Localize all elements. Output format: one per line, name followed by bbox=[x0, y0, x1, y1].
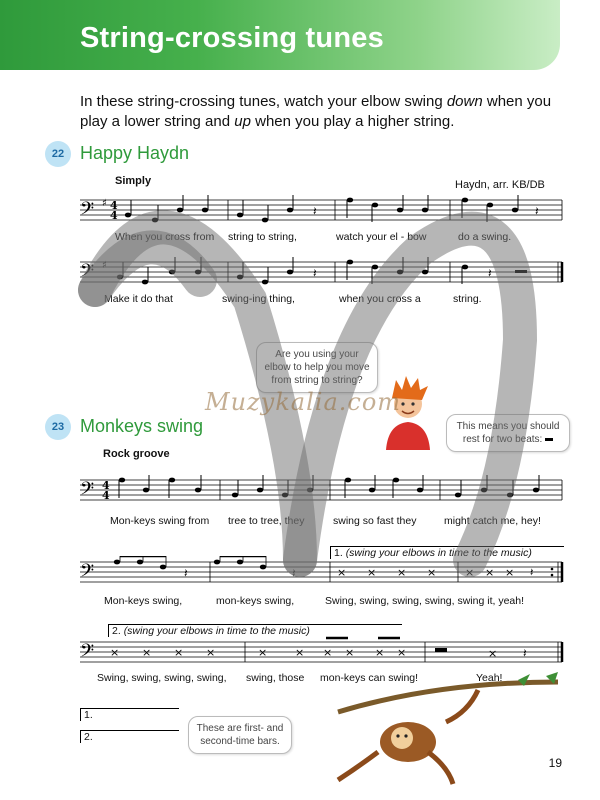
lyric-line: Swing, swing, swing, swing, swing it, yeah! bbox=[325, 595, 525, 607]
svg-text:×: × bbox=[427, 566, 437, 579]
music-staff bbox=[80, 252, 565, 292]
lyric-line: Make it do that bbox=[104, 293, 173, 305]
svg-text:4: 4 bbox=[110, 209, 118, 222]
header-banner bbox=[0, 0, 560, 70]
svg-text:4: 4 bbox=[102, 489, 110, 502]
svg-text:×: × bbox=[295, 646, 305, 659]
music-staff bbox=[80, 190, 565, 230]
song-number-badge: 22 bbox=[45, 141, 71, 167]
music-staff bbox=[80, 556, 565, 592]
svg-text:×: × bbox=[397, 566, 407, 579]
intro-text-3: when you play a higher string. bbox=[250, 113, 455, 130]
svg-text:𝄽: 𝄽 bbox=[292, 566, 296, 580]
rest-tip-text: This means you should rest for two beats: bbox=[456, 421, 560, 445]
lyric-line: swing-ing thing, bbox=[222, 293, 295, 305]
first-time-bar-example: 1. bbox=[80, 708, 179, 721]
svg-text:𝄢: 𝄢 bbox=[80, 561, 95, 586]
svg-text:×: × bbox=[375, 646, 385, 659]
intro-text-1: In these string-crossing tunes, watch your elbow swing bbox=[80, 93, 447, 110]
volta-instruction: (swing your elbows in time to the music) bbox=[345, 547, 532, 559]
lyric-line: do a swing. bbox=[458, 231, 512, 243]
watermark-text: Muzykalia.com bbox=[205, 388, 402, 416]
lyric-line: swing so fast they bbox=[333, 515, 417, 527]
volta-tip-bubble: These are first- and second-time bars. bbox=[188, 716, 292, 754]
svg-text:♯: ♯ bbox=[102, 260, 107, 271]
lyric-line: when you cross a bbox=[339, 293, 421, 305]
song-title: Happy Haydn bbox=[80, 143, 190, 163]
svg-text:×: × bbox=[505, 566, 515, 579]
svg-text:×: × bbox=[488, 647, 498, 660]
svg-text:𝄢: 𝄢 bbox=[80, 479, 95, 504]
intro-paragraph bbox=[80, 92, 570, 132]
svg-text:𝄢: 𝄢 bbox=[80, 641, 95, 666]
lyric-line: watch your el - bow bbox=[336, 231, 427, 243]
svg-text:×: × bbox=[337, 566, 347, 579]
page-number: 19 bbox=[548, 756, 562, 770]
lyric-line: might catch me, hey! bbox=[444, 515, 541, 527]
svg-text:×: × bbox=[465, 566, 475, 579]
song-title: Monkeys swing bbox=[80, 416, 204, 436]
svg-text:𝄽: 𝄽 bbox=[313, 204, 317, 218]
arranger-credit: Haydn, arr. KB/DB bbox=[455, 179, 545, 191]
lyric-line: Yeah! bbox=[476, 672, 503, 684]
lyric-line: Mon-keys swing, bbox=[104, 595, 183, 607]
svg-text:𝄢: 𝄢 bbox=[80, 261, 95, 286]
svg-text:×: × bbox=[397, 646, 407, 659]
svg-text:×: × bbox=[110, 646, 120, 659]
rest-tip-bubble bbox=[446, 414, 570, 452]
lyric-line: swing, those bbox=[246, 672, 305, 684]
lyric-line: Swing, swing, swing, swing, bbox=[97, 672, 227, 684]
svg-text:×: × bbox=[206, 646, 216, 659]
svg-text:×: × bbox=[258, 646, 268, 659]
tempo-marking: Simply bbox=[115, 175, 152, 187]
svg-text:𝄽: 𝄽 bbox=[523, 646, 527, 660]
svg-text:𝄽: 𝄽 bbox=[530, 566, 534, 579]
music-staff bbox=[80, 636, 565, 672]
volta-number: 2. bbox=[112, 625, 121, 637]
svg-text:×: × bbox=[174, 646, 184, 659]
monkey-illustration bbox=[318, 672, 568, 792]
song-number-badge: 23 bbox=[45, 414, 71, 440]
svg-text:×: × bbox=[345, 646, 355, 659]
intro-emphasis-down: down bbox=[446, 93, 483, 110]
svg-text:𝄢: 𝄢 bbox=[80, 199, 95, 224]
svg-text:×: × bbox=[485, 566, 495, 579]
svg-text:𝄽: 𝄽 bbox=[313, 266, 317, 280]
svg-text:×: × bbox=[142, 646, 152, 659]
svg-text:𝄽: 𝄽 bbox=[488, 266, 492, 280]
intro-text-2: when you play a lower string and bbox=[80, 93, 552, 130]
volta-number: 1. bbox=[334, 547, 343, 559]
svg-text:4: 4 bbox=[110, 199, 118, 212]
lyric-line: mon-keys can swing! bbox=[320, 672, 419, 684]
music-staff bbox=[80, 472, 565, 512]
page-title: String-crossing tunes bbox=[80, 22, 384, 54]
lyric-line: string to string, bbox=[228, 231, 297, 243]
intro-emphasis-up: up bbox=[234, 113, 251, 130]
lyric-line: When you cross from bbox=[115, 231, 215, 243]
svg-text:𝄽: 𝄽 bbox=[535, 204, 539, 218]
svg-text:4: 4 bbox=[102, 479, 110, 492]
second-time-bar-example: 2. bbox=[80, 730, 179, 743]
half-rest-icon bbox=[545, 438, 553, 441]
volta-instruction: (swing your elbows in time to the music) bbox=[123, 625, 310, 637]
lyric-line: string. bbox=[453, 293, 482, 305]
svg-text:♯: ♯ bbox=[102, 198, 107, 209]
tempo-marking: Rock groove bbox=[103, 448, 170, 460]
lyric-line: Mon-keys swing from bbox=[110, 515, 210, 527]
lyric-line: tree to tree, they bbox=[228, 515, 305, 527]
tip-bubble: Are you using your elbow to help you move from string to string? bbox=[256, 342, 378, 393]
lyric-line: mon-keys swing, bbox=[216, 595, 295, 607]
svg-text:×: × bbox=[323, 646, 333, 659]
svg-text:𝄽: 𝄽 bbox=[184, 566, 188, 580]
svg-text:×: × bbox=[367, 566, 377, 579]
